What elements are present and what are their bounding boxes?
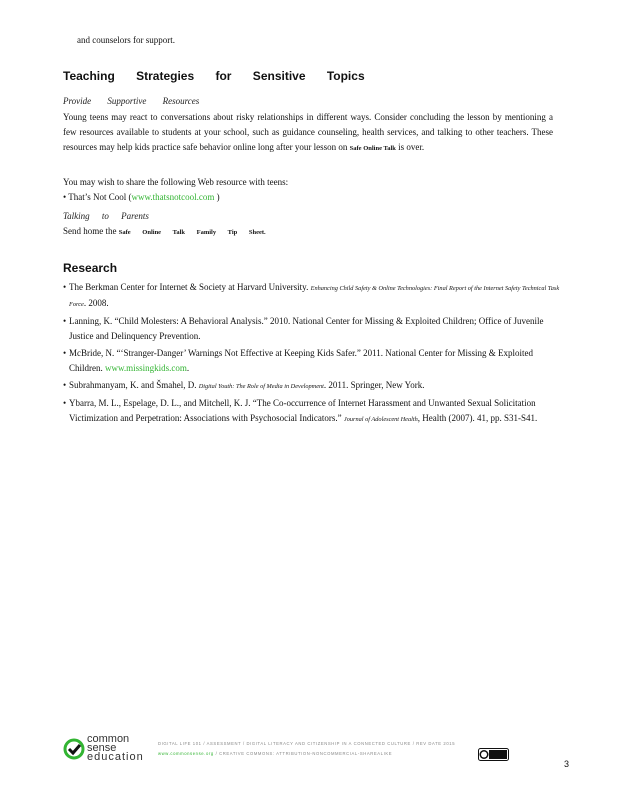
bullet: • bbox=[63, 316, 67, 326]
reference-text: Lanning, K. “Child Molesters: A Behavioral Analysis.” 2010. National Center for Missing & Exploited Children; Office of Juvenile Justice and Delinquency Prevention. bbox=[69, 316, 544, 341]
lesson-name: Safe Online Talk bbox=[349, 145, 396, 152]
reference-text: McBride, N. “‘Stranger-Danger’ Warnings Not Effective at Keeping Kids Safer.” 2011. National Center for Missing & Exploited Children. bbox=[69, 348, 533, 373]
reference-item bbox=[63, 396, 561, 427]
paragraph-text: Young teens may react to conversations about risky relationships in different ways. Consider concluding the lesson by mentioning a few resources available to students at your school, such as guidance counseling, health services, and talking to other teachers. These resources may help kids practice safe behavior online long after your lesson on bbox=[63, 112, 553, 152]
resource-item bbox=[63, 192, 220, 202]
reference-text: The Berkman Center for Internet & Society at Harvard University. bbox=[69, 282, 309, 292]
tip-sheet-name: Safe Online Talk Family Tip Sheet. bbox=[118, 229, 266, 236]
common-sense-logo bbox=[63, 735, 143, 769]
logo-line: sense bbox=[87, 742, 117, 754]
reference-title: Digital Youth: The Role of Media in Development bbox=[198, 383, 324, 390]
reference-list bbox=[63, 280, 561, 429]
bullet: • bbox=[63, 348, 67, 358]
reference-tail: . bbox=[186, 363, 190, 373]
teaching-paragraph bbox=[63, 110, 553, 156]
subhead-parents: Talking to Parents bbox=[63, 211, 149, 221]
reference-text: Subrahmanyam, K. and Šmahel, D. bbox=[69, 380, 197, 390]
reference-item bbox=[63, 280, 561, 312]
page-number: 3 bbox=[564, 759, 570, 769]
teaching-heading: Teaching Strategies for Sensitive Topics bbox=[63, 69, 365, 83]
reference-tail: , Health (2007). 41, pp. S31-S41. bbox=[417, 413, 538, 423]
share-line: You may wish to share the following Web resource with teens: bbox=[63, 177, 289, 187]
send-home-text: Send home the bbox=[63, 226, 117, 236]
subhead-resources: Provide Supportive Resources bbox=[63, 96, 200, 106]
logo-wordmark bbox=[87, 735, 144, 762]
paragraph-end: is over. bbox=[398, 142, 425, 152]
resource-close: ) bbox=[216, 192, 220, 202]
logo-line: common bbox=[87, 733, 130, 745]
reference-title: Enhancing Child Safety & Online Technologies: Final Report of the Internet Safety Technical Task Force bbox=[69, 285, 560, 308]
reference-item bbox=[63, 314, 561, 344]
checkmark-logo-icon bbox=[63, 738, 85, 760]
bullet: • bbox=[63, 282, 67, 292]
reference-item bbox=[63, 346, 561, 376]
reference-title: Journal of Adolescent Health bbox=[343, 416, 418, 423]
footer-license-line bbox=[158, 751, 392, 756]
research-heading: Research bbox=[63, 261, 118, 275]
send-home-line bbox=[63, 226, 266, 236]
resource-link[interactable]: www.thatsnotcool.com bbox=[131, 192, 215, 202]
reference-link[interactable]: www.missingkids.com bbox=[105, 363, 187, 373]
bullet: • bbox=[63, 380, 67, 390]
reference-tail: . 2008. bbox=[83, 298, 109, 308]
continuation-text: and counselors for support. bbox=[77, 35, 175, 45]
bullet: • bbox=[63, 192, 67, 202]
resource-name: That’s Not Cool ( bbox=[68, 192, 132, 202]
bullet: • bbox=[63, 398, 67, 408]
creative-commons-icon bbox=[478, 748, 509, 761]
footer-license: / CREATIVE COMMONS: ATTRIBUTION-NONCOMMERCIAL-SHAREALIKE bbox=[215, 751, 393, 756]
reference-item bbox=[63, 378, 561, 394]
logo-line: education bbox=[87, 751, 144, 763]
reference-tail: . 2011. Springer, New York. bbox=[323, 380, 425, 390]
footer-url[interactable]: www.commonsense.org bbox=[158, 751, 214, 756]
footer-course-line: DIGITAL LIFE 101 / ASSESSMENT / DIGITAL LITERACY AND CITIZENSHIP IN A CONNECTED CULTURE / REV DATE 2015 bbox=[158, 741, 456, 746]
reference-text: Ybarra, M. L., Espelage, D. L., and Mitchell, K. J. “The Co-occurrence of Internet Harassment and Unwanted Sexual Solicitation Victimization and Perpetration: Associations with Psychosocial Indicators.” bbox=[69, 398, 536, 423]
